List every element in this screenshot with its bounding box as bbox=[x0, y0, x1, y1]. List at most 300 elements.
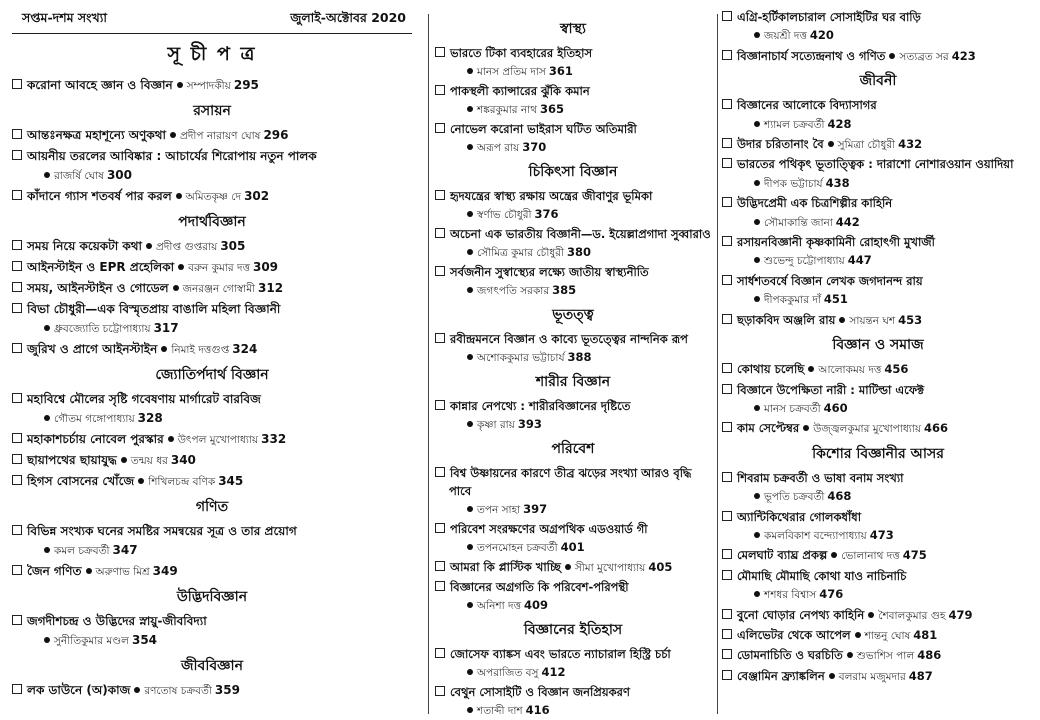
checkbox-bullet-icon bbox=[435, 648, 445, 658]
page-number: 365 bbox=[540, 102, 565, 116]
bullet-dot-icon bbox=[138, 478, 144, 484]
page-number: 388 bbox=[567, 350, 592, 364]
article-title: কান্নার নেপথ্যে : শারীরবিজ্ঞানের দৃষ্টিতে bbox=[450, 399, 631, 413]
contents-entry bbox=[12, 237, 412, 257]
bullet-dot-icon bbox=[754, 32, 760, 38]
article-title: ছড়াকবিদ অঞ্জলি রায় bbox=[737, 312, 836, 327]
bullet-dot-icon bbox=[829, 673, 835, 679]
contents-entry bbox=[12, 451, 412, 471]
bullet-dot-icon bbox=[467, 669, 473, 675]
section-heading: পরিবেশ bbox=[551, 441, 595, 457]
article-author: সুমিত্রা চৌধুরী bbox=[837, 139, 896, 152]
entry-byline bbox=[449, 538, 711, 557]
article-author: মানস চক্রবর্তী bbox=[764, 402, 821, 415]
bullet-dot-icon bbox=[754, 257, 760, 263]
article-author: জয়শ্রী দত্ত bbox=[764, 30, 807, 43]
page-number: 370 bbox=[522, 140, 547, 154]
bullet-dot-icon bbox=[178, 264, 184, 270]
checkbox-bullet-icon bbox=[722, 384, 732, 394]
contents-list-2 bbox=[435, 17, 711, 720]
entry-byline bbox=[82, 564, 178, 578]
bullet-dot-icon bbox=[831, 552, 837, 558]
entry-byline bbox=[885, 49, 975, 63]
entry-byline bbox=[164, 432, 286, 446]
bullet-dot-icon bbox=[754, 405, 760, 411]
article-author: শুভেন্দু চট্টোপাধ্যায় bbox=[764, 255, 845, 268]
article-title: বিজ্ঞানের অগ্রগতি কি পরিবেশ-পরিপন্থী bbox=[450, 580, 629, 594]
section-heading: স্বাস্থ্য bbox=[560, 21, 586, 37]
entry-byline bbox=[799, 421, 948, 435]
checkbox-bullet-icon bbox=[722, 570, 732, 580]
bullet-dot-icon bbox=[161, 346, 167, 352]
page-number: 347 bbox=[112, 543, 138, 557]
page-number: 468 bbox=[827, 489, 852, 504]
contents-entry bbox=[435, 120, 711, 157]
page-number: 409 bbox=[524, 598, 549, 612]
bullet-dot-icon bbox=[121, 457, 127, 463]
article-title: সার্ধশতবর্ষে বিজ্ঞান লেখক জগদানন্দ রায় bbox=[737, 273, 923, 288]
entry-byline bbox=[835, 313, 922, 327]
masthead bbox=[12, 8, 412, 34]
page-number: 345 bbox=[218, 474, 244, 488]
contents-entry bbox=[722, 96, 1034, 134]
checkbox-bullet-icon bbox=[435, 47, 445, 57]
contents-entry bbox=[435, 683, 711, 720]
checkbox-bullet-icon bbox=[435, 85, 445, 95]
contents-entry bbox=[722, 419, 1034, 438]
article-author: শিখিলচন্দ্র বণিক bbox=[148, 476, 216, 488]
checkbox-bullet-icon bbox=[12, 615, 22, 625]
bullet-dot-icon bbox=[754, 180, 760, 186]
page-number: 332 bbox=[261, 432, 287, 446]
checkbox-bullet-icon bbox=[722, 363, 732, 373]
checkbox-bullet-icon bbox=[722, 422, 732, 432]
page-number: 328 bbox=[137, 411, 163, 425]
column-2 bbox=[428, 14, 718, 717]
section-heading: জীবনী bbox=[859, 73, 897, 90]
page-number: 423 bbox=[951, 48, 976, 63]
bullet-dot-icon bbox=[44, 325, 50, 331]
article-author: ভোলানাথ দত্ত bbox=[841, 550, 900, 563]
article-title: অচেনা এক ভারতীয় বিজ্ঞানী—ড. ইয়েল্লাপ্রগাদা সুব্বারাও bbox=[450, 227, 711, 241]
article-author: সুনীতিকুমার মণ্ডল bbox=[54, 635, 129, 647]
article-title: আন্তঃনক্ষত্র মহাশূন্যে অণুকথা bbox=[27, 128, 167, 142]
contents-entry bbox=[12, 76, 412, 96]
bullet-dot-icon bbox=[467, 707, 473, 713]
checkbox-bullet-icon bbox=[12, 525, 22, 535]
contents-entry bbox=[435, 44, 711, 81]
page-number: 397 bbox=[523, 502, 548, 516]
article-title: মহাকাশচর্চায় নোবেল পুরস্কার bbox=[27, 432, 164, 446]
article-title: পরিবেশ সংরক্ষণের অগ্রপথিক এডওয়ার্ড গী bbox=[450, 522, 648, 536]
checkbox-bullet-icon bbox=[722, 511, 732, 521]
article-title: মৌমাছি মৌমাছি কোথা যাও নাচিনাচি bbox=[737, 568, 907, 583]
checkbox-bullet-icon bbox=[12, 303, 22, 313]
contents-entry bbox=[722, 646, 1034, 665]
page-number: 479 bbox=[948, 607, 973, 622]
contents-entry bbox=[12, 681, 412, 701]
article-author: বলরাম মজুমদার bbox=[838, 670, 906, 683]
section-heading: জ্যোতির্পদার্থ বিজ্ঞান bbox=[155, 367, 269, 383]
page-number: 486 bbox=[917, 648, 942, 663]
bullet-dot-icon bbox=[803, 425, 809, 431]
checkbox-bullet-icon bbox=[435, 561, 445, 571]
bullet-dot-icon bbox=[847, 652, 853, 658]
page-number: 385 bbox=[552, 283, 577, 297]
bullet-dot-icon bbox=[44, 547, 50, 553]
contents-list-3 bbox=[722, 8, 1034, 686]
section-heading: শারীর বিজ্ঞান bbox=[535, 374, 611, 390]
entry-byline bbox=[736, 213, 1034, 232]
contents-entry bbox=[722, 311, 1034, 330]
entry-byline bbox=[117, 453, 196, 467]
entry-byline bbox=[449, 596, 711, 615]
entry-byline bbox=[26, 541, 412, 561]
section-heading: পদার্থবিজ্ঞান bbox=[178, 214, 246, 230]
page-number: 447 bbox=[847, 253, 872, 268]
article-author: শুভাশিস পাল bbox=[856, 650, 915, 663]
issue-date: জুলাই-অক্টোবর 2020 bbox=[290, 10, 406, 25]
article-title: উদ্ভিদপ্রেমী এক চিত্রশিল্পীর কাহিনি bbox=[737, 196, 893, 211]
article-title: কাম সেপ্টেম্বর bbox=[737, 421, 800, 436]
article-title: অ্যান্টিকিথেরার গোলকধাঁধা bbox=[737, 509, 862, 524]
checkbox-bullet-icon bbox=[435, 228, 445, 238]
checkbox-bullet-icon bbox=[435, 333, 445, 343]
checkbox-bullet-icon bbox=[12, 565, 22, 575]
checkbox-bullet-icon bbox=[435, 123, 445, 133]
page-number: 349 bbox=[152, 564, 178, 578]
bullet-dot-icon bbox=[467, 249, 473, 255]
entry-byline bbox=[449, 348, 711, 367]
bullet-dot-icon bbox=[44, 637, 50, 643]
article-author: জগৎপতি সরকার bbox=[477, 285, 550, 297]
article-title: জগদীশচন্দ্র ও উদ্ভিদের স্নায়ু-জীববিদ্যা bbox=[27, 614, 207, 628]
article-author: দীপককুমার দাঁ bbox=[764, 294, 821, 307]
page-number: 438 bbox=[825, 175, 850, 190]
section-heading: ভূতত্ত্ব bbox=[552, 307, 594, 323]
article-title: করোনা আবহে জ্ঞান ও বিজ্ঞান bbox=[27, 78, 173, 92]
contents-entry bbox=[722, 606, 1034, 625]
article-title: বিজ্ঞানাচার্য সত্যেন্দ্রনাথ ও গণিত bbox=[737, 48, 886, 63]
article-author: অপরাজিত বসু bbox=[477, 667, 539, 679]
section-heading: জীববিজ্ঞান bbox=[181, 658, 243, 674]
bullet-dot-icon bbox=[44, 172, 50, 178]
article-title: বিভা চৌধুরী—এক বিস্মৃতপ্রায় বাঙালি মহিলা বিজ্ঞানী bbox=[27, 302, 281, 316]
entry-byline bbox=[449, 62, 711, 81]
checkbox-bullet-icon bbox=[722, 275, 732, 285]
entry-byline bbox=[561, 560, 673, 574]
entry-byline bbox=[851, 628, 938, 642]
article-author: রণতোষ চক্রবর্তী bbox=[144, 685, 212, 697]
article-author: উৎপল মুখোপাধ্যায় bbox=[177, 434, 259, 446]
page-number: 317 bbox=[153, 321, 179, 335]
entry-byline bbox=[449, 205, 711, 224]
contents-entry bbox=[12, 300, 412, 339]
article-author: প্রদীপ্ত গুপ্তরায় bbox=[156, 241, 218, 253]
article-author: সৌমিত্র কুমার চৌধুরী bbox=[477, 247, 565, 259]
article-title: আইনস্টাইন ও EPR প্রহেলিকা bbox=[27, 260, 175, 274]
article-author: শতাব্দী দাশ bbox=[477, 705, 523, 717]
article-author: অমিতকৃষ্ণ দে bbox=[185, 191, 242, 203]
article-title: জোসেফ ব্যাঙ্কস এবং ভারতে ন্যাচারাল হিস্ট্রি চর্চা bbox=[450, 647, 671, 661]
section-heading: গণিত bbox=[195, 499, 229, 515]
article-author: মানস প্রতিম দাস bbox=[477, 66, 546, 78]
article-author: বরুন কুমার দত্ত bbox=[188, 262, 250, 274]
article-author: প্রদীপ নারায়ণ ঘোষ bbox=[180, 130, 261, 142]
contents-entry bbox=[435, 187, 711, 224]
bullet-dot-icon bbox=[177, 82, 183, 88]
bullet-dot-icon bbox=[467, 211, 473, 217]
section-heading: রসায়ন bbox=[193, 103, 231, 119]
checkbox-bullet-icon bbox=[12, 240, 22, 250]
page-number: 302 bbox=[244, 189, 270, 203]
article-author: সৌমাকান্তি জানা bbox=[764, 216, 833, 229]
bullet-dot-icon bbox=[467, 602, 473, 608]
entry-byline bbox=[172, 189, 269, 203]
contents-entry bbox=[435, 558, 711, 577]
bullet-dot-icon bbox=[889, 53, 895, 59]
article-title: বুনো ঘোড়ার নেপথ্য কাহিনি bbox=[737, 607, 865, 622]
page-number: 300 bbox=[106, 168, 132, 182]
checkbox-bullet-icon bbox=[12, 282, 22, 292]
article-author: অনিশা দত্ত bbox=[477, 600, 521, 612]
entry-byline bbox=[736, 115, 1034, 134]
checkbox-bullet-icon bbox=[435, 266, 445, 276]
checkbox-bullet-icon bbox=[435, 581, 445, 591]
bullet-dot-icon bbox=[467, 354, 473, 360]
page-title: সূ চী প ত্র bbox=[167, 43, 257, 65]
article-author: নিমাই দত্তগুপ্ত bbox=[171, 344, 230, 356]
bullet-dot-icon bbox=[828, 141, 834, 147]
article-author: শান্তনু ঘোষ bbox=[864, 629, 911, 642]
contents-entry bbox=[12, 126, 412, 146]
bullet-dot-icon bbox=[467, 68, 473, 74]
bullet-dot-icon bbox=[565, 564, 571, 570]
entry-byline bbox=[864, 608, 972, 622]
article-title: হৃদযন্ত্রের স্বাস্থ্য রক্ষায় অন্ত্রের জীবাণুর ভূমিকা bbox=[450, 189, 653, 203]
article-title: বিশ্ব উষ্ণায়নের কারণে তীব্র ঝড়ের সংখ্যা আরও বৃদ্ধি পাবে bbox=[449, 466, 692, 498]
article-author: সত্যব্রত সর bbox=[899, 50, 949, 63]
contents-entry bbox=[435, 225, 711, 262]
bullet-dot-icon bbox=[176, 193, 182, 199]
article-author: ধ্রুবজ্যোতি চট্টোপাধ্যায় bbox=[54, 323, 151, 335]
checkbox-bullet-icon bbox=[722, 138, 732, 148]
page-number: 359 bbox=[214, 683, 240, 697]
contents-entry bbox=[12, 340, 412, 360]
bullet-dot-icon bbox=[839, 317, 845, 323]
page-number: 380 bbox=[567, 245, 592, 259]
contents-entry bbox=[722, 469, 1034, 507]
article-author: জনরঞ্জন গোস্বামী bbox=[182, 283, 256, 295]
contents-entry bbox=[435, 464, 711, 519]
entry-byline bbox=[736, 26, 1034, 45]
checkbox-bullet-icon bbox=[722, 649, 732, 659]
contents-entry bbox=[722, 567, 1034, 605]
checkbox-bullet-icon bbox=[435, 686, 445, 696]
article-author: কৃষ্ণা রায় bbox=[477, 419, 515, 431]
entry-byline bbox=[736, 174, 1034, 193]
article-author: দীপক ভট্টাচার্য bbox=[764, 177, 823, 190]
contents-entry bbox=[722, 667, 1034, 686]
bullet-dot-icon bbox=[754, 493, 760, 499]
bullet-dot-icon bbox=[754, 219, 760, 225]
article-author: গৌতম গঙ্গোপাধ্যায় bbox=[54, 413, 135, 425]
entry-byline bbox=[449, 281, 711, 300]
bullet-dot-icon bbox=[754, 296, 760, 302]
page-number: 405 bbox=[648, 560, 673, 574]
article-title: রসায়নবিজ্ঞানী কৃষ্ণকামিনী রোহাৎগী মুখার্জী bbox=[737, 235, 935, 250]
article-title: এলিভেটর থেকে আপেল bbox=[737, 627, 851, 642]
article-author: শঙ্করকুমার নাথ bbox=[477, 104, 538, 116]
article-title: সময়, আইনস্টাইন ও গোডেল bbox=[27, 281, 169, 295]
entry-byline bbox=[736, 526, 1034, 545]
checkbox-bullet-icon bbox=[722, 609, 732, 619]
article-title: জুরিখ ও প্রাগে আইনস্টাইন bbox=[27, 342, 158, 356]
bullet-dot-icon bbox=[86, 568, 92, 574]
checkbox-bullet-icon bbox=[722, 236, 732, 246]
page-number: 393 bbox=[517, 417, 542, 431]
entry-byline bbox=[736, 487, 1034, 506]
page-number: 473 bbox=[869, 527, 894, 542]
contents-entry bbox=[12, 187, 412, 207]
contents-entry bbox=[12, 612, 412, 651]
contents-entry bbox=[12, 430, 412, 450]
contents-entry bbox=[722, 194, 1034, 232]
checkbox-bullet-icon bbox=[12, 190, 22, 200]
article-title: এগ্রি-হর্টিকালচারাল সোসাইটির ঘর বাড়ি bbox=[737, 10, 921, 24]
entry-byline bbox=[449, 663, 711, 682]
bullet-dot-icon bbox=[168, 436, 174, 442]
bullet-dot-icon bbox=[173, 285, 179, 291]
bullet-dot-icon bbox=[868, 612, 874, 618]
page-number: 481 bbox=[913, 627, 938, 642]
article-author: তন্ময় ধর bbox=[130, 455, 168, 467]
checkbox-bullet-icon bbox=[722, 314, 732, 324]
article-author: কমলবিকাশ বন্দ্যোপাধ্যায় bbox=[764, 529, 867, 542]
article-title: বিজ্ঞানে উপেক্ষিতা নারী : মাটিল্ডা এফেক্ট bbox=[737, 382, 925, 397]
article-title: বিভিন্ন সংখ্যক ঘনের সমষ্টির সমন্বয়ের সূত্র ও তার প্রয়োগ bbox=[27, 524, 297, 538]
page-number: 466 bbox=[924, 421, 949, 436]
article-author: অরুণাভ মিশ্র bbox=[95, 566, 150, 578]
section-heading: উদ্ভিদবিজ্ঞান bbox=[176, 589, 248, 605]
entry-byline bbox=[449, 701, 711, 720]
bullet-dot-icon bbox=[467, 544, 473, 550]
section-heading: চিকিৎসা বিজ্ঞান bbox=[528, 164, 618, 180]
entry-byline bbox=[157, 342, 257, 356]
article-title: হিগস বোসনের খোঁজে bbox=[27, 474, 135, 488]
checkbox-bullet-icon bbox=[722, 11, 732, 21]
contents-entry bbox=[722, 47, 1034, 66]
contents-entry bbox=[435, 263, 711, 300]
section-heading: বিজ্ঞান ও সমাজ bbox=[832, 337, 924, 354]
contents-entry bbox=[722, 508, 1034, 546]
article-author: শৈবালকুমার গুহ bbox=[878, 609, 946, 622]
checkbox-bullet-icon bbox=[435, 400, 445, 410]
page-number: 416 bbox=[525, 703, 550, 717]
page-number: 376 bbox=[534, 207, 559, 221]
entry-byline bbox=[134, 474, 243, 488]
article-title: বেঞ্জামিন ফ্র্যাঙ্কলিন bbox=[737, 668, 825, 683]
article-title: ডোমনাচিতি ও ঘরচিতি bbox=[737, 648, 843, 663]
entry-byline bbox=[449, 500, 711, 519]
page-number: 428 bbox=[827, 116, 852, 131]
entry-byline bbox=[166, 128, 288, 142]
checkbox-bullet-icon bbox=[722, 549, 732, 559]
article-author: অশোককুমার ভট্টাচার্য bbox=[477, 352, 565, 364]
article-author: সীমা মুখোপাধ্যায় bbox=[574, 562, 646, 574]
article-title: কোথায় চলেছি bbox=[737, 362, 805, 377]
contents-entry bbox=[722, 381, 1034, 419]
checkbox-bullet-icon bbox=[435, 467, 445, 477]
article-title: আমরা কি প্লাস্টিক খাচ্ছি bbox=[450, 560, 561, 574]
page-number: 456 bbox=[884, 362, 909, 377]
contents-entry bbox=[12, 258, 412, 278]
article-title: পাকস্থলী ক্যান্সারের ঝুঁকি কমান bbox=[450, 84, 590, 98]
article-title: বেথুন সোসাইটি ও বিজ্ঞান জনপ্রিয়করণ bbox=[450, 685, 630, 699]
entry-byline bbox=[827, 548, 927, 562]
bullet-dot-icon bbox=[146, 243, 152, 249]
article-title: লক ডাউনে (অ)কাজ bbox=[27, 683, 131, 697]
entry-byline bbox=[736, 251, 1034, 270]
page-number: 354 bbox=[131, 633, 158, 647]
article-author: কমল চক্রবর্তী bbox=[54, 545, 110, 557]
checkbox-bullet-icon bbox=[12, 684, 22, 694]
checkbox-bullet-icon bbox=[12, 79, 22, 89]
entry-byline bbox=[449, 138, 711, 157]
checkbox-bullet-icon bbox=[722, 629, 732, 639]
page-number: 420 bbox=[809, 28, 834, 43]
contents-entry bbox=[12, 562, 412, 582]
article-title: মেলঘাট ব্যাঘ্র প্রকল্প bbox=[737, 548, 828, 563]
contents-entry bbox=[722, 360, 1034, 379]
contents-entry bbox=[12, 390, 412, 429]
checkbox-bullet-icon bbox=[12, 393, 22, 403]
section-heading: বিজ্ঞানের ইতিহাস bbox=[523, 622, 623, 638]
article-author: রাজর্ষি ঘোষ bbox=[54, 170, 104, 182]
entry-byline bbox=[142, 239, 245, 253]
entry-byline bbox=[173, 78, 259, 92]
contents-entry bbox=[722, 8, 1034, 46]
checkbox-bullet-icon bbox=[12, 475, 22, 485]
entry-byline bbox=[174, 260, 278, 274]
bullet-dot-icon bbox=[855, 632, 861, 638]
entry-byline bbox=[169, 281, 284, 295]
article-title: সময় নিয়ে কয়েকটা কথা bbox=[27, 239, 143, 253]
article-title: জৈন গণিত bbox=[27, 564, 82, 578]
article-author: সম্পাদকীয় bbox=[186, 80, 231, 92]
entry-byline bbox=[824, 137, 922, 151]
checkbox-bullet-icon bbox=[722, 670, 732, 680]
page-number: 309 bbox=[252, 260, 279, 274]
bullet-dot-icon bbox=[754, 591, 760, 597]
checkbox-bullet-icon bbox=[722, 197, 732, 207]
page-number: 412 bbox=[541, 665, 566, 679]
checkbox-bullet-icon bbox=[722, 158, 732, 168]
checkbox-bullet-icon bbox=[12, 433, 22, 443]
checkbox-bullet-icon bbox=[722, 99, 732, 109]
bullet-dot-icon bbox=[808, 366, 814, 372]
page-number: 312 bbox=[258, 281, 284, 295]
entry-byline bbox=[736, 399, 1034, 418]
article-title: ছায়াপথের ছায়াযুদ্ধ bbox=[27, 453, 117, 467]
contents-entry bbox=[722, 155, 1034, 193]
contents-entry bbox=[12, 279, 412, 299]
article-title: নোভেল করোনা ভাইরাস ঘটিত অতিমারী bbox=[450, 122, 637, 136]
column-3 bbox=[722, 8, 1034, 714]
bullet-dot-icon bbox=[44, 415, 50, 421]
entry-byline bbox=[26, 409, 412, 429]
contents-entry bbox=[435, 520, 711, 557]
